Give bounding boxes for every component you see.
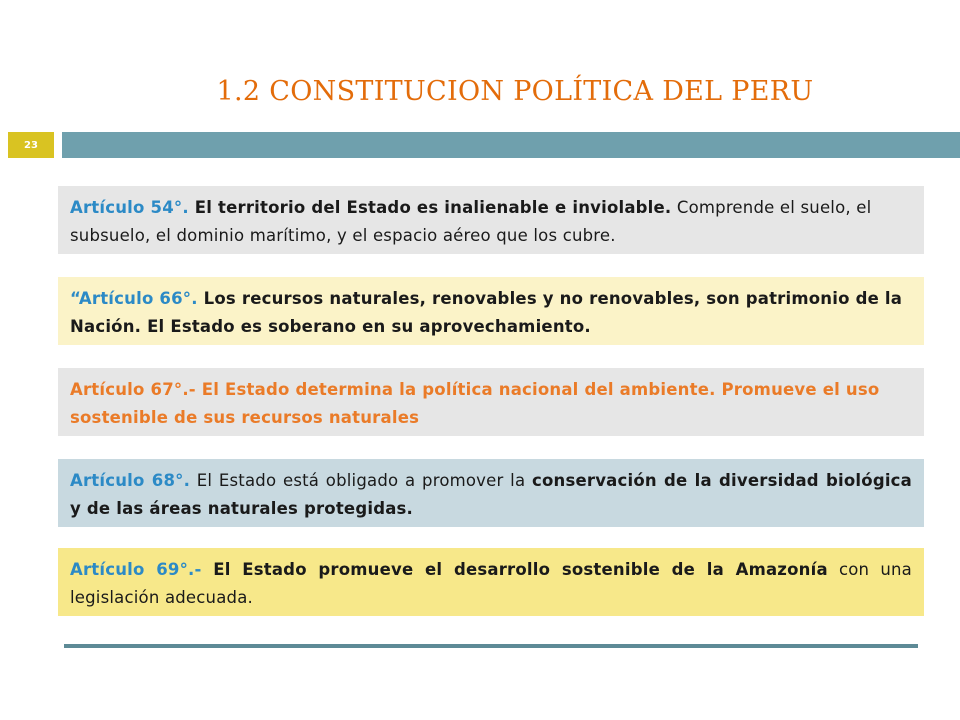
article-66-box — [58, 277, 924, 345]
slide-number: 23 — [24, 139, 38, 151]
article-67-box — [58, 368, 924, 436]
article-68-text — [70, 467, 912, 523]
article-68-box — [58, 459, 924, 527]
article-54-bold-text: El territorio del Estado es inalienable e inviolable. — [188, 198, 672, 217]
slide-title: 1.2 CONSTITUCION POLÍTICA DEL PERU — [216, 76, 814, 107]
article-69-bold-text: El Estado promueve el desarrollo sostenible de la Amazonía — [201, 560, 828, 579]
article-69-text — [70, 556, 912, 612]
article-66-bold-text: Los recursos naturales, renovables y no renovables, son patrimonio de la Nación. El Estado es soberano en su aprovechamiento. — [70, 289, 903, 336]
article-54-heading: Artículo 54°. — [70, 198, 189, 217]
article-69-body: con una legislación adecuada. — [70, 560, 912, 607]
article-54-body: Comprende el suelo, el subsuelo, el dominio marítimo, y el espacio aéreo que los cubre. — [70, 198, 872, 245]
article-69-heading: Artículo 69°.- — [70, 560, 202, 579]
footer-divider — [64, 644, 918, 648]
article-67-text: Artículo 67°.- El Estado determina la política nacional del ambiente. Promueve el uso sostenible de sus recursos naturales — [70, 380, 880, 427]
article-68-body: El Estado está obligado a promover la — [190, 471, 532, 490]
article-69-box — [58, 548, 924, 616]
slide-number-badge — [8, 132, 54, 158]
article-68-bold-text: conservación de la diversidad biológica y de las áreas naturales protegidas. — [70, 471, 913, 518]
article-66-heading: “Artículo 66°. — [70, 289, 198, 308]
article-68-heading: Artículo 68°. — [70, 471, 191, 490]
header-bar — [62, 132, 960, 158]
article-66-text — [70, 285, 912, 341]
article-54-box — [58, 186, 924, 254]
article-54-text — [70, 194, 912, 250]
